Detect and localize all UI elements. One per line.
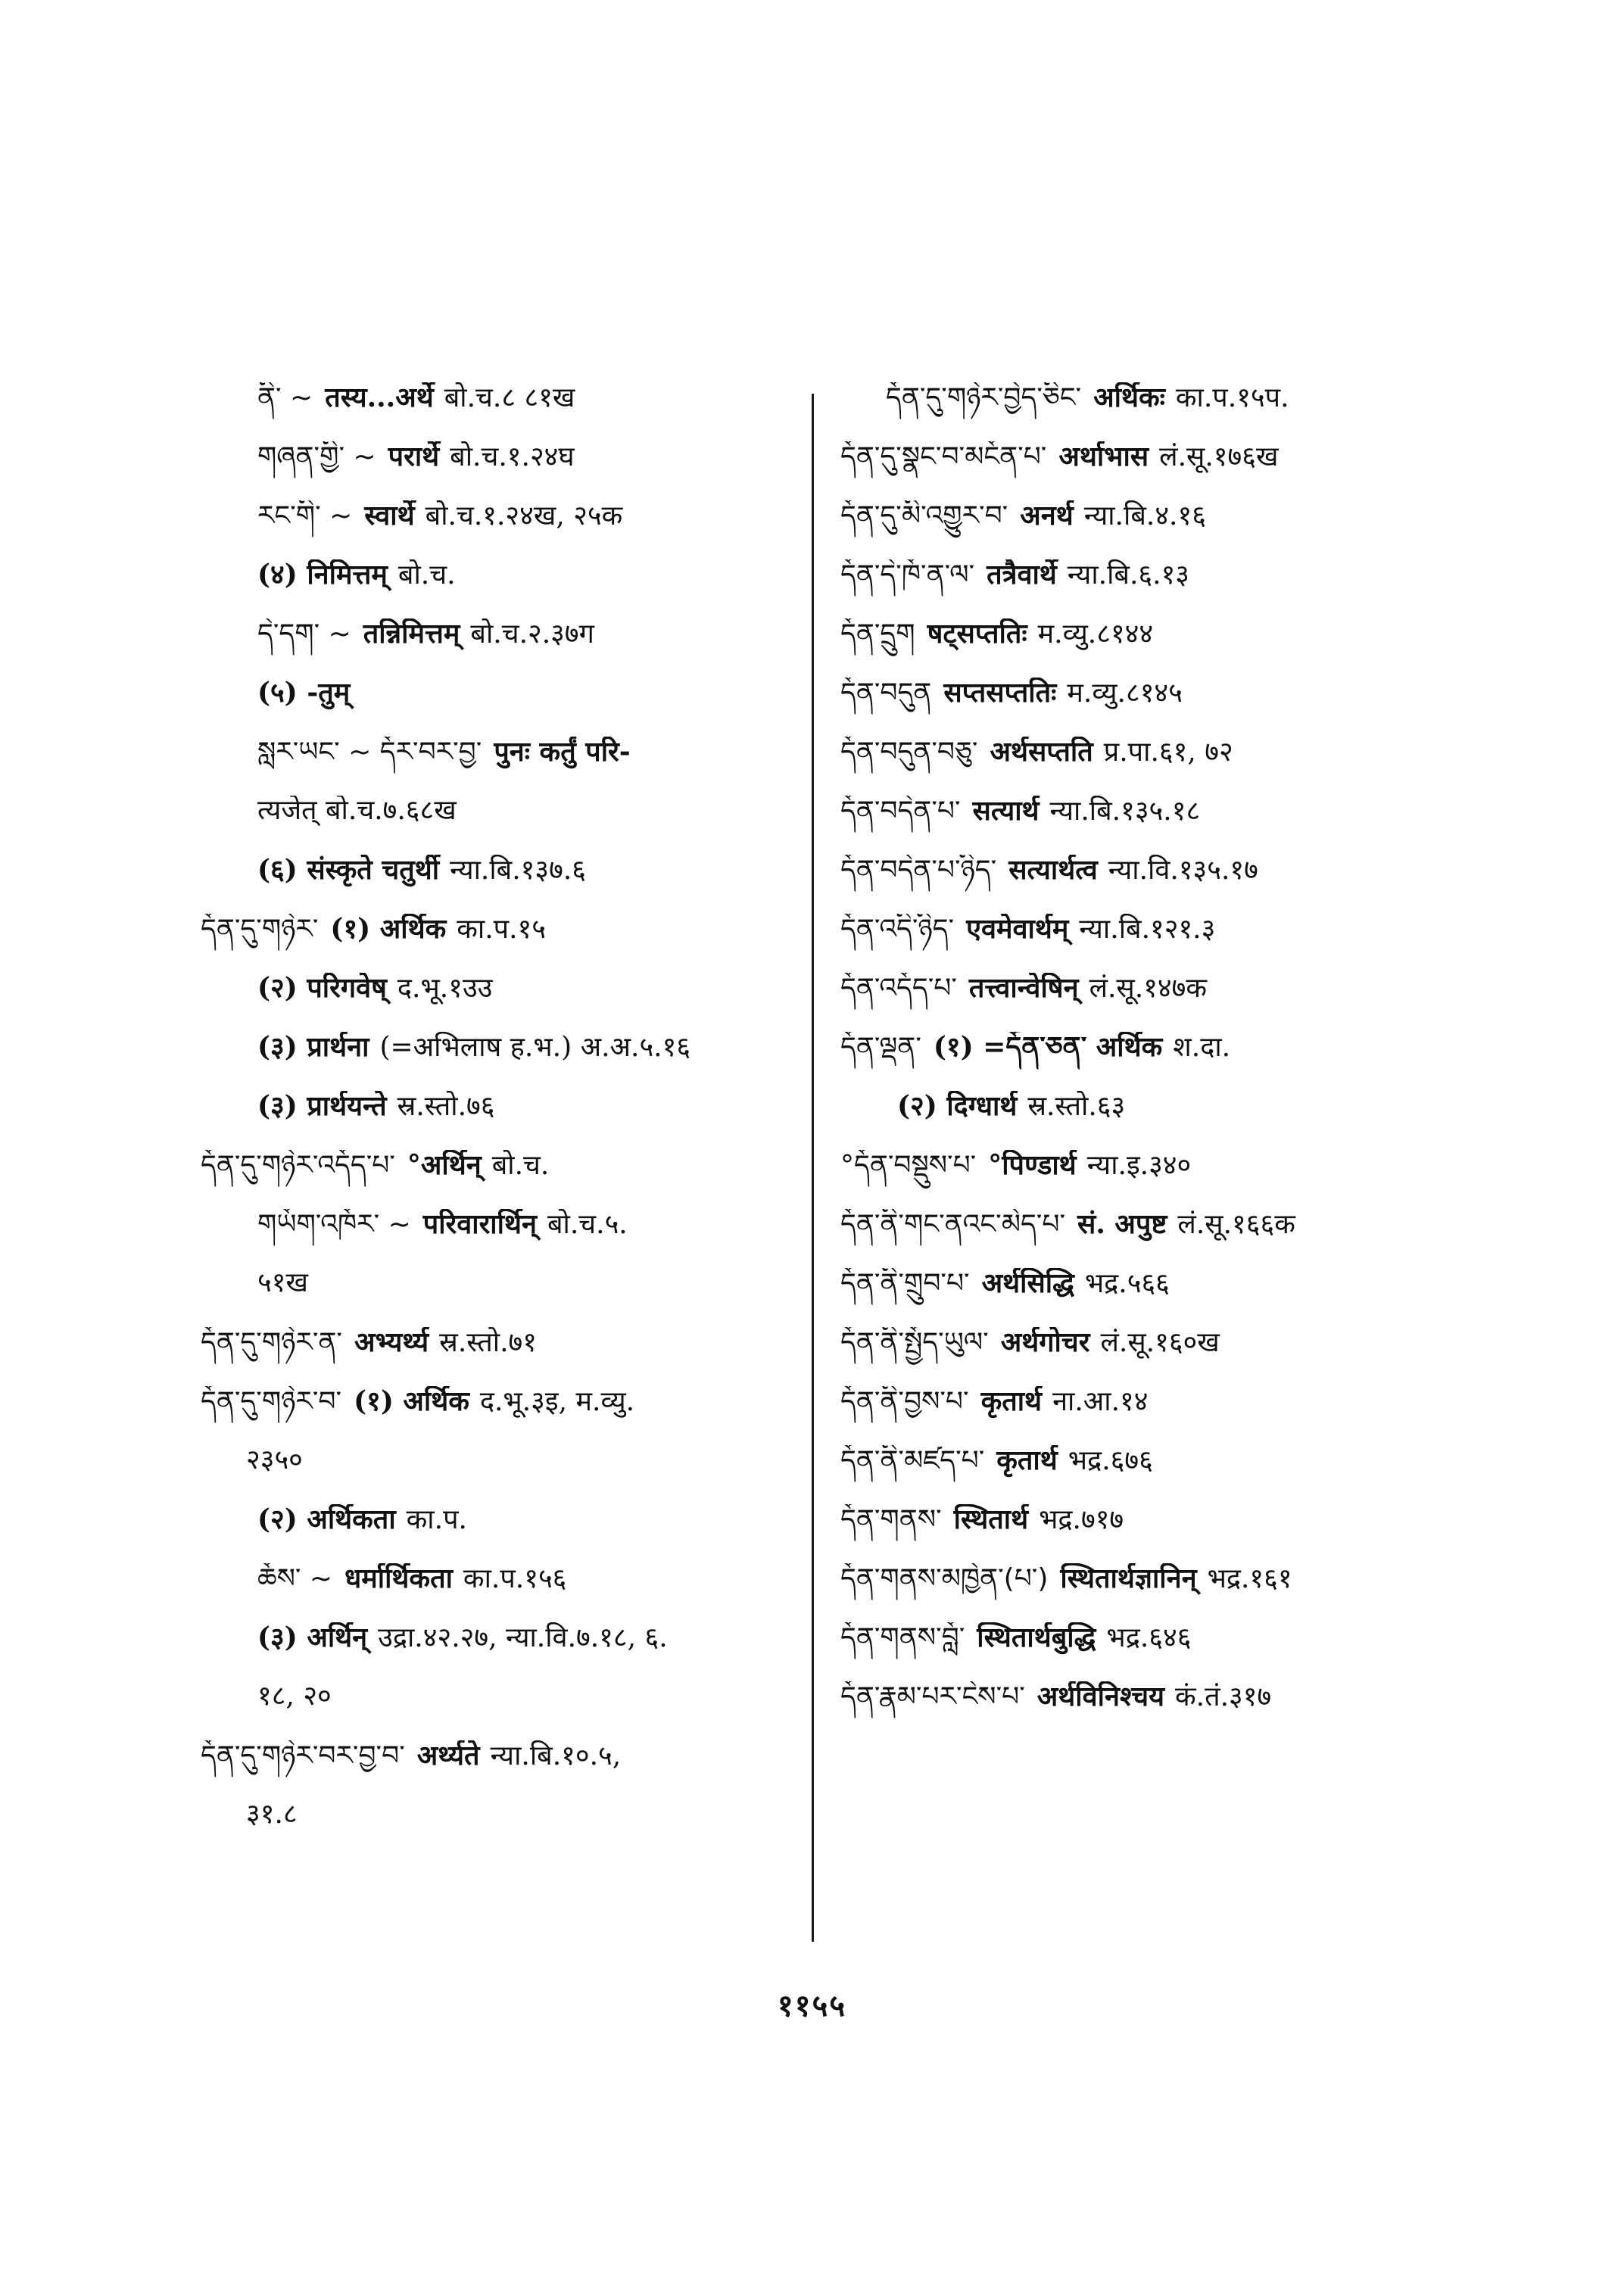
dictionary-entry-line: [201, 500, 806, 559]
dictionary-entry-line: [201, 1681, 806, 1740]
sanskrit-equivalent: अभ्यर्थ्य: [354, 1327, 429, 1358]
dictionary-entry-line: [201, 382, 806, 441]
tibetan-term: དོན་ལྡན་: [840, 1032, 921, 1063]
sanskrit-equivalent: सत्यार्थ: [972, 796, 1040, 827]
tibetan-term: དོན་དུ་གཉེར་བ་: [201, 1386, 342, 1417]
dictionary-entry-line: [840, 1386, 1446, 1445]
sanskrit-equivalent: (२) दिग्धार्थ: [897, 1091, 1018, 1122]
sanskrit-equivalent: (१) =དོན་ཅན་ अर्थिक: [933, 1032, 1163, 1063]
source-reference: २३५०: [246, 1445, 303, 1475]
right-column: [840, 382, 1446, 1740]
source-reference: भद्र.५६६: [1084, 1268, 1170, 1299]
dictionary-entry-line: [201, 441, 806, 500]
sanskrit-equivalent: अर्थविनिश्चय: [1036, 1681, 1164, 1712]
sanskrit-equivalent: तत्रैवार्थे: [987, 559, 1057, 590]
dictionary-entry-line: [840, 500, 1446, 559]
dictionary-entry-line: [201, 973, 806, 1032]
source-reference: म.व्यु.८१४५: [1067, 678, 1183, 709]
dictionary-entry-line: [840, 618, 1446, 678]
source-reference: बो.च.२.३७ग: [470, 618, 594, 650]
sanskrit-equivalent: (३) प्रार्थयन्ते: [257, 1091, 387, 1122]
source-reference: स्र.स्तो.७१: [439, 1327, 537, 1358]
tibetan-term: དོན་དུ་གཉེར་འདོད་པ་: [201, 1150, 395, 1181]
dictionary-entry-line: [840, 1622, 1446, 1681]
dictionary-entry-line: [840, 796, 1446, 855]
dictionary-entry-line: [201, 618, 806, 678]
tibetan-term: དོན་འདི་ཉིད་: [840, 914, 955, 945]
sanskrit-equivalent: (५) -तुम्: [257, 678, 351, 709]
sanskrit-equivalent: अर्थसिद्धि: [981, 1268, 1074, 1299]
sanskrit-equivalent: अर्थ्यते: [416, 1740, 480, 1771]
sanskrit-equivalent: (३) प्रार्थना: [257, 1032, 369, 1063]
dictionary-entry-line: [201, 1150, 806, 1209]
source-reference: न्या.बि.१२१.३: [1079, 914, 1216, 945]
source-reference: लं.सू.१६०ख: [1100, 1327, 1220, 1358]
dictionary-entry-line: [201, 559, 806, 618]
tibetan-term: དོན་བདུན: [840, 678, 932, 709]
source-reference: भद्र.७१७: [1039, 1504, 1124, 1535]
tibetan-term: གཞན་གྱི་ ~: [257, 441, 376, 472]
dictionary-entry-line: [840, 973, 1446, 1032]
dictionary-entry-line: [201, 1327, 806, 1386]
source-reference: बो.च.: [397, 559, 456, 590]
dictionary-entry-line: [201, 1740, 806, 1799]
sanskrit-equivalent: षट्सप्ततिः: [927, 618, 1027, 650]
dictionary-entry-line: [840, 1150, 1446, 1209]
source-reference: का.प.१५६: [463, 1563, 567, 1594]
source-reference: प्र.पा.६१, ७२: [1103, 737, 1233, 768]
dictionary-entry-line: [840, 1209, 1446, 1268]
dictionary-entry-line: [201, 1032, 806, 1091]
tibetan-term: °དོན་བསྡུས་པ་: [840, 1150, 977, 1181]
tibetan-term: དོན་དུ་གཉེར་: [201, 914, 319, 945]
source-reference: भद्र.६४६: [1106, 1622, 1192, 1653]
sanskrit-equivalent: (६) संस्कृते चतुर्थी: [257, 855, 440, 886]
source-reference: ३१.८: [246, 1799, 298, 1830]
sanskrit-equivalent: (२) परिगवेष्: [257, 973, 387, 1004]
sanskrit-equivalent: °पिण्डार्थ: [988, 1150, 1077, 1181]
sanskrit-equivalent: कृतार्थ: [996, 1445, 1058, 1476]
source-reference: ना.आ.१४: [1052, 1386, 1149, 1417]
dictionary-entry-line: [201, 1091, 806, 1150]
source-reference: लं.सू.१४७क: [1089, 973, 1208, 1004]
sanskrit-equivalent: स्वार्थे: [364, 500, 415, 531]
sanskrit-equivalent: सं. अपुष्ट: [1077, 1209, 1167, 1240]
tibetan-term: ནི་ ~: [257, 382, 313, 413]
dictionary-entry-line: [840, 441, 1446, 500]
sanskrit-equivalent: सत्यार्थत्व: [1008, 855, 1098, 886]
source-reference: त्यजेत् बो.च.७.६८ख: [257, 796, 457, 826]
tibetan-term: དོན་བདུན་བཅུ་: [840, 737, 978, 768]
dictionary-entry-line: [201, 1386, 806, 1445]
source-reference: न्या.बि.१३७.६: [450, 855, 586, 886]
sanskrit-equivalent: पुनः कर्तुं परि-: [494, 737, 631, 768]
tibetan-term: དོན་ནི་སྤྱོད་ཡུལ་: [840, 1327, 989, 1358]
dictionary-entry-line: [840, 1268, 1446, 1327]
sanskrit-equivalent: (२) अर्थिकता: [257, 1504, 396, 1535]
source-reference: भद्र.१६१: [1207, 1563, 1292, 1594]
sanskrit-equivalent: अर्थिकः: [1093, 382, 1165, 413]
tibetan-term: ཆོས་ ~: [257, 1563, 333, 1594]
dictionary-entry-line: [201, 737, 806, 796]
sanskrit-equivalent: अर्थगोचर: [1000, 1327, 1090, 1358]
tibetan-term: དོན་བདེན་པ་ཉིད་: [840, 855, 997, 886]
sanskrit-equivalent: स्थितार्थबुद्धि: [977, 1622, 1096, 1653]
source-reference: ५१ख: [257, 1268, 308, 1298]
tibetan-term: དོན་དུ་གཉེར་བར་བྱ་བ་: [201, 1740, 405, 1771]
dictionary-entry-line: [840, 1445, 1446, 1504]
tibetan-term: དོན་དྲུག: [840, 618, 915, 650]
dictionary-entry-line: [840, 1032, 1446, 1091]
tibetan-term: དེ་དག་ ~: [257, 618, 351, 650]
sanskrit-equivalent: अनर्थ: [1020, 500, 1074, 531]
dictionary-entry-line: [840, 559, 1446, 618]
dictionary-entry-line: [201, 1445, 806, 1504]
sanskrit-equivalent: परिवारार्थिन्: [422, 1209, 537, 1240]
sanskrit-equivalent: तत्त्वान्वेषिन्: [968, 973, 1079, 1004]
sanskrit-equivalent: (१) अर्थिक: [354, 1386, 469, 1417]
source-reference: लं.सू.१६६क: [1177, 1209, 1295, 1240]
source-reference: (=अभिलाष ह.भ.) अ.अ.५.१६: [379, 1032, 691, 1063]
sanskrit-equivalent: तस्य...अर्थे: [325, 382, 434, 413]
dictionary-entry-line: [201, 1268, 806, 1327]
column-divider: [812, 394, 814, 1942]
tibetan-term: སླར་ཡང་ ~ དོར་བར་བྱ་: [257, 737, 482, 768]
source-reference: बो.च.१.२४घ: [450, 441, 575, 472]
tibetan-term: དོན་དུ་མི་འགྱུར་བ་: [840, 500, 1008, 531]
tibetan-term: དོན་ནི་གྲུབ་པ་: [840, 1268, 970, 1299]
tibetan-term: དོན་ནི་མཛད་པ་: [840, 1445, 985, 1476]
tibetan-term: དོན་གནས་མཁྱེན་(པ་): [840, 1563, 1049, 1594]
sanskrit-equivalent: सप्तसप्ततिः: [943, 678, 1057, 709]
source-reference: बो.च.५.: [547, 1209, 628, 1240]
source-reference: श.दा.: [1173, 1032, 1231, 1063]
sanskrit-equivalent: (३) अर्थिन्: [257, 1622, 368, 1653]
source-reference: स्र.स्तो.६३: [1027, 1091, 1126, 1122]
source-reference: द.भू.३इ, म.व्यु.: [479, 1386, 635, 1417]
dictionary-entry-line: [840, 855, 1446, 914]
source-reference: स्र.स्तो.७६: [397, 1091, 495, 1122]
source-reference: न्या.बि.१०.५,: [490, 1740, 622, 1771]
sanskrit-equivalent: तन्निमित्तम्: [363, 618, 460, 650]
source-reference: १८, २०: [257, 1681, 332, 1712]
sanskrit-equivalent: °अर्थिन्: [407, 1150, 482, 1181]
source-reference: न्या.इ.३४०: [1086, 1150, 1192, 1181]
sanskrit-equivalent: स्थितार्थ: [953, 1504, 1029, 1535]
dictionary-entry-line: [840, 382, 1446, 441]
sanskrit-equivalent: कृतार्थ: [980, 1386, 1043, 1417]
dictionary-entry-line: [201, 1799, 806, 1858]
dictionary-entry-line: [840, 1504, 1446, 1563]
sanskrit-equivalent: अर्थसप्तति: [990, 737, 1093, 768]
source-reference: उद्रा.४२.२७, न्या.वि.७.१८, ६.: [378, 1622, 668, 1653]
tibetan-term: དོན་དེ་ཁོ་ན་ལ་: [840, 559, 975, 590]
source-reference: कं.तं.३१७: [1175, 1681, 1272, 1712]
source-reference: न्या.बि.६.१३: [1067, 559, 1190, 590]
dictionary-entry-line: [840, 737, 1446, 796]
page-number: ११५५: [777, 1988, 847, 2024]
dictionary-entry-line: [201, 855, 806, 914]
source-reference: न्या.बि.१३५.१८: [1049, 796, 1201, 827]
dictionary-entry-line: [201, 678, 806, 737]
tibetan-term: དོན་དུ་གཉེར་བྱེད་ཅིང་: [886, 382, 1082, 413]
source-reference: बो.च.: [491, 1150, 550, 1181]
tibetan-term: དོན་རྣམ་པར་ངེས་པ་: [840, 1681, 1025, 1712]
source-reference: न्या.बि.४.१६: [1083, 500, 1206, 531]
source-reference: का.प.१५प.: [1175, 382, 1289, 413]
tibetan-term: དོན་གནས་: [840, 1504, 942, 1535]
dictionary-entry-line: [201, 796, 806, 855]
tibetan-term: གཡོག་འཁོར་ ~: [257, 1209, 411, 1240]
tibetan-term: དོན་འདོད་པ་: [840, 973, 957, 1004]
dictionary-entry-line: [201, 1563, 806, 1622]
sanskrit-equivalent: (४) निमित्तम्: [257, 559, 388, 590]
source-reference: द.भू.१उउ: [397, 973, 493, 1004]
source-reference: का.प.१५: [457, 914, 546, 945]
dictionary-entry-line: [840, 678, 1446, 737]
dictionary-entry-line: [840, 1327, 1446, 1386]
dictionary-entry-line: [840, 1681, 1446, 1740]
dictionary-entry-line: [201, 1504, 806, 1563]
dictionary-entry-line: [201, 1622, 806, 1681]
source-reference: लं.सू.१७६ख: [1159, 441, 1279, 472]
source-reference: बो.च.८ ८१ख: [444, 382, 575, 413]
source-reference: भद्र.६७६: [1068, 1445, 1153, 1476]
dictionary-entry-line: [840, 1563, 1446, 1622]
dictionary-entry-line: [840, 914, 1446, 973]
sanskrit-equivalent: अर्थाभास: [1058, 441, 1149, 472]
sanskrit-equivalent: एवमेवार्थम्: [966, 914, 1069, 945]
sanskrit-equivalent: स्थितार्थज्ञानिन्: [1060, 1563, 1197, 1594]
tibetan-term: རང་གི་ ~: [257, 500, 353, 531]
source-reference: बो.च.१.२४ख, २५क: [425, 500, 623, 531]
dictionary-entry-line: [201, 914, 806, 973]
tibetan-term: དོན་ནི་གང་ནའང་མེད་པ་: [840, 1209, 1066, 1240]
source-reference: म.व्यु.८१४४: [1037, 618, 1154, 650]
sanskrit-equivalent: परार्थे: [388, 441, 440, 472]
dictionary-entry-line: [840, 1091, 1446, 1150]
sanskrit-equivalent: (१) अर्थिक: [330, 914, 447, 945]
tibetan-term: དོན་དུ་གཉེར་ན་: [201, 1327, 342, 1358]
sanskrit-equivalent: धर्मार्थिकता: [344, 1563, 453, 1594]
source-reference: का.प.: [406, 1504, 467, 1535]
tibetan-term: དོན་དུ་སྣང་བ་མངོན་པ་: [840, 441, 1047, 472]
tibetan-term: དོན་ནི་བྱས་པ་: [840, 1386, 969, 1417]
dictionary-entry-line: [201, 1209, 806, 1268]
left-column: [201, 382, 806, 1858]
tibetan-term: དོན་གནས་བློ་: [840, 1622, 965, 1653]
tibetan-term: དོན་བདེན་པ་: [840, 796, 961, 827]
source-reference: न्या.वि.१३५.१७: [1108, 855, 1258, 886]
